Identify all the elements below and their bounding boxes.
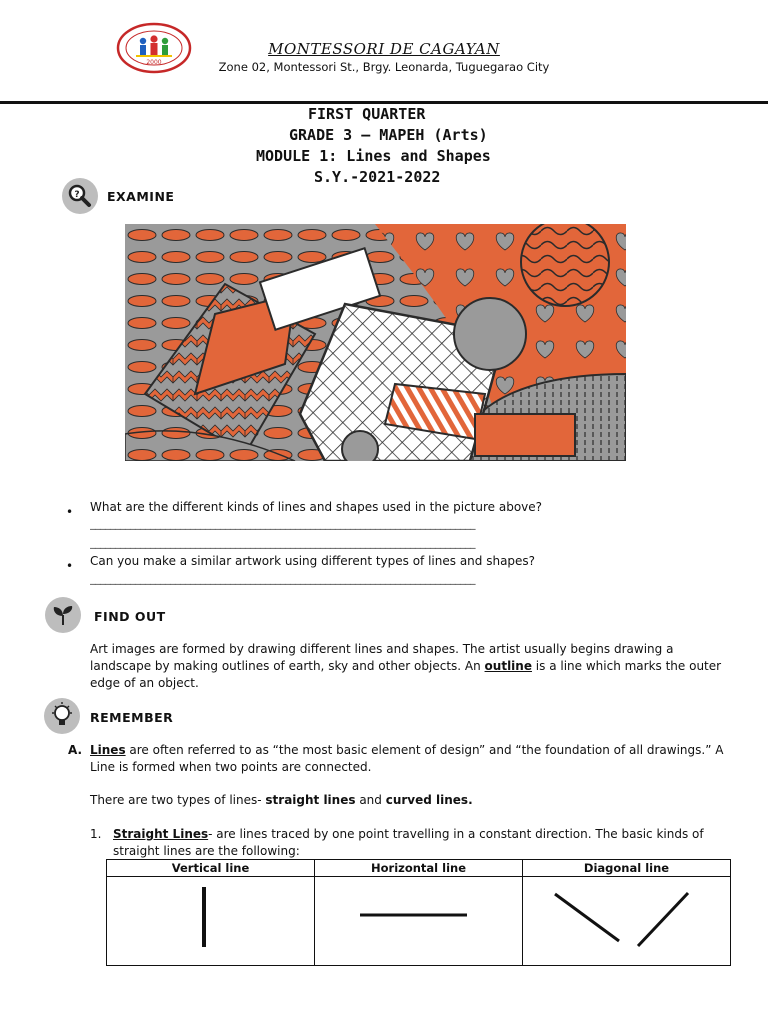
school-name: MONTESSORI DE CAGAYAN bbox=[268, 40, 500, 58]
find-out-paragraph bbox=[90, 641, 730, 692]
straight-lines-paragraph bbox=[113, 826, 725, 860]
header-horizontal-line: Horizontal line bbox=[315, 860, 523, 877]
examine-label: EXAMINE bbox=[107, 189, 175, 204]
question-1: What are the different kinds of lines and shapes used in the picture above? bbox=[90, 500, 543, 514]
question-bullet-2: • bbox=[66, 559, 74, 573]
find-out-text-2: is a line which marks the outer edge of an object. bbox=[90, 659, 722, 690]
quarter-title: FIRST QUARTER bbox=[308, 105, 426, 123]
svg-text:?: ? bbox=[74, 190, 80, 200]
grade-title: GRADE 3 – MAPEH (Arts) bbox=[289, 126, 488, 144]
seedling-icon bbox=[45, 597, 81, 633]
answer-line-3[interactable]: _____________________________________________________________________________ bbox=[90, 572, 475, 585]
question-2: Can you make a similar artwork using different types of lines and shapes? bbox=[90, 554, 536, 568]
item-a-marker: A. bbox=[68, 743, 83, 757]
table-header-row bbox=[107, 860, 731, 877]
answer-line-1[interactable]: _____________________________________________________________________________ bbox=[90, 517, 475, 530]
horizontal-line-cell bbox=[315, 877, 523, 966]
line-types-text: There are two types of lines- bbox=[90, 793, 266, 807]
table-row bbox=[107, 877, 731, 966]
vertical-line-cell bbox=[107, 877, 315, 966]
diagonal-line-drawing bbox=[523, 877, 730, 961]
find-out-text-1: Art images are formed by drawing different lines and shapes. The artist usually begins drawing a landscape by making outlines of earth, sky and other objects. An bbox=[90, 642, 674, 673]
lines-text: are often referred to as “the most basic element of design” and “the foundation of all drawings.” A Line is formed when two points are connected. bbox=[90, 743, 724, 774]
line-types-table bbox=[106, 859, 731, 966]
magnifier-icon bbox=[62, 178, 98, 214]
vertical-line-drawing bbox=[107, 877, 314, 961]
module-title: MODULE 1: Lines and Shapes bbox=[256, 147, 491, 165]
diagonal-line-cell bbox=[523, 877, 731, 966]
find-out-label: FIND OUT bbox=[94, 609, 166, 624]
header-vertical-line: Vertical line bbox=[107, 860, 315, 877]
line-types-paragraph bbox=[90, 792, 473, 809]
item-1-marker: 1. bbox=[90, 827, 102, 841]
straight-lines-term: straight lines bbox=[265, 793, 356, 807]
question-bullet-1: • bbox=[66, 505, 74, 519]
header-divider bbox=[0, 101, 768, 104]
curved-lines-term: curved lines. bbox=[385, 793, 473, 807]
outline-term: outline bbox=[484, 659, 532, 673]
answer-line-2[interactable]: _____________________________________________________________________________ bbox=[90, 536, 475, 549]
lightbulb-icon bbox=[44, 698, 80, 734]
school-address: Zone 02, Montessori St., Brgy. Leonarda, Tuguegarao City bbox=[218, 60, 550, 74]
logo-year: 2000 bbox=[146, 59, 162, 66]
artwork-image bbox=[125, 224, 626, 461]
header-diagonal-line: Diagonal line bbox=[523, 860, 731, 877]
line-types-and: and bbox=[355, 793, 386, 807]
lines-term: Lines bbox=[90, 743, 126, 757]
straight-lines-heading: Straight Lines bbox=[113, 827, 209, 841]
horizontal-line-drawing bbox=[315, 877, 522, 961]
remember-label: REMEMBER bbox=[90, 710, 174, 725]
lines-paragraph bbox=[90, 742, 725, 776]
school-year: S.Y.-2021-2022 bbox=[314, 168, 441, 186]
straight-lines-text: - are lines traced by one point travelling in a constant direction. The basic kinds of straight lines are the following: bbox=[113, 827, 704, 858]
